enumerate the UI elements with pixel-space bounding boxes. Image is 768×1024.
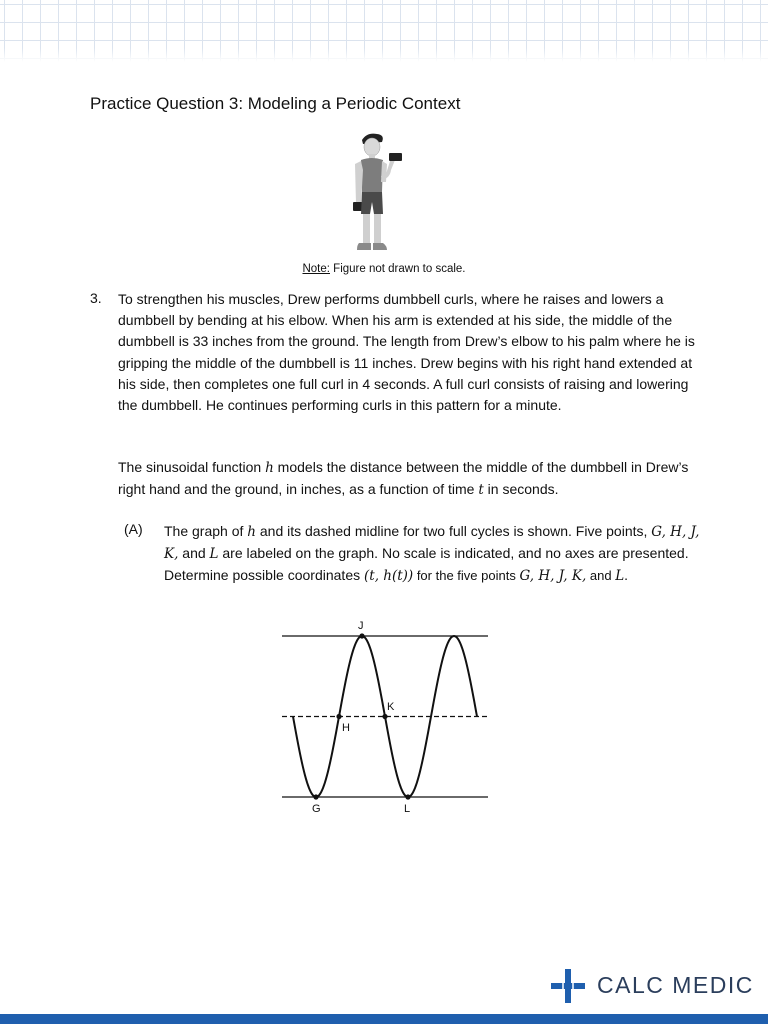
- label-G: G: [312, 803, 321, 815]
- dumbbell-curl-figure: [345, 130, 415, 255]
- pa-coords: (t, h(t)): [364, 568, 414, 585]
- pa-s6: for the five points: [413, 568, 520, 584]
- point-J: [359, 633, 364, 638]
- question-number: 3.: [90, 290, 102, 306]
- pa-s7: and: [586, 568, 616, 584]
- page-title: Practice Question 3: Modeling a Periodic Context: [90, 94, 461, 113]
- label-K: K: [387, 701, 395, 713]
- part-a-text: [164, 521, 709, 588]
- note-text: Figure not drawn to scale.: [329, 263, 466, 275]
- p2-var-t: t: [478, 482, 484, 499]
- note-label: Note:: [302, 263, 330, 275]
- p2-text-b: models the distance between the middle of the dumbbell in Drew’s right hand and the ground, in inches, as a function of time: [118, 459, 689, 498]
- pa-points2: G, H, J, K,: [519, 568, 587, 585]
- p2-text-a: The sinusoidal function: [118, 459, 266, 475]
- pa-s5: Determine possible coordinates: [164, 567, 364, 584]
- p2-var-h: h: [265, 460, 274, 476]
- pa-s3: and: [178, 545, 210, 562]
- pa-h: h: [247, 524, 256, 540]
- pa-s8: .: [624, 567, 629, 584]
- logo-mark-icon: [551, 969, 585, 1003]
- pa-points: G, H, J, K,: [164, 524, 700, 563]
- label-H: H: [342, 722, 350, 734]
- point-G: [313, 794, 318, 799]
- footer-brand-bar: [0, 1014, 768, 1024]
- label-J: J: [358, 620, 364, 632]
- figure-note: [0, 263, 768, 275]
- sinusoid-graph: [270, 612, 500, 822]
- part-a-label: (A): [124, 521, 143, 537]
- pa-L2: L: [615, 568, 625, 585]
- pa-s1: The graph of: [164, 523, 248, 539]
- pa-s2: and its dashed midline for two full cycles is shown. Five points,: [255, 523, 652, 539]
- p2-text-c: in seconds.: [483, 481, 559, 498]
- pa-s4: are labeled on the graph. No scale is indicated, and no axes are presented.: [218, 545, 689, 562]
- logo-text: CALC MEDIC: [597, 972, 754, 998]
- question-paragraph-2: [118, 457, 708, 501]
- question-paragraph-1: To strengthen his muscles, Drew performs dumbbell curls, where he raises and lowers a dumbbell by bending at his elbow. When his arm is extended at his side, the middle of the dumbbell is 33 inches from the ground. The length from Drew’s elbow to his palm where he is gripping the middle of the dumbbell is 11 inches. Drew begins with his right hand extended at his side, then completes one full curl in 4 seconds. A full curl consists of raising and lowering the dumbbell. He continues performing curls in this pattern for a minute.: [118, 291, 695, 414]
- point-K: [382, 714, 387, 719]
- label-L: L: [404, 803, 411, 815]
- point-H: [336, 714, 341, 719]
- grid-header-decoration: [0, 0, 768, 62]
- point-L: [405, 794, 410, 799]
- pa-L: L: [209, 546, 219, 563]
